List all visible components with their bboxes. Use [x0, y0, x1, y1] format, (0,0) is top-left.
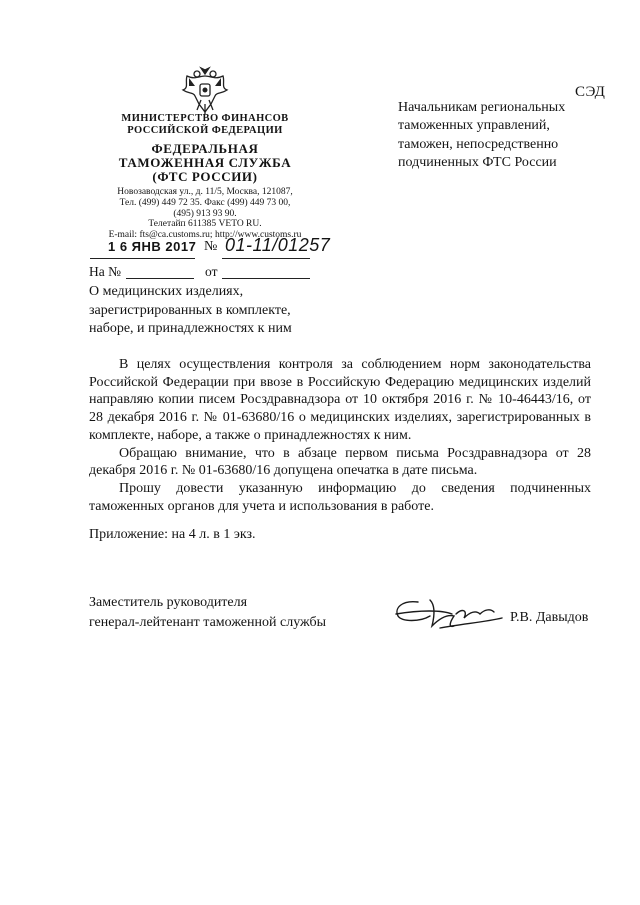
reply-number-label: На № [89, 264, 121, 279]
body-paragraph: В целях осуществления контроля за соблюдением норм законодательства Российской Федерации при ввозе в Российскую Федерацию медицинских изделий направляю копии писем Росздравнадзора от 10 октября 2016 г. № 10-46443/16, от 28 декабря 2016 г. № 01-63680/16 о медицинских изделиях, зарегистрированных в комплекте, наборе, а также о принадлежностях к ним. [89, 357, 591, 443]
signer-position-line: генерал-лейтенант таможенной службы [89, 615, 327, 630]
subject-line: наборе, и принадлежностях к ним [89, 321, 292, 336]
signer-position-line: Заместитель руководителя [89, 595, 248, 610]
reply-date-label: от [205, 264, 218, 279]
addressee-block [398, 99, 598, 172]
body-paragraph: Обращаю внимание, что в абзаце первом письма Росздравнадзора от 28 декабря 2016 г. № 01-63680/16 допущена опечатка в дате письма. [89, 445, 591, 479]
addressee-line: таможен, непосредственно [398, 136, 559, 152]
signer-name: Р.В. Давыдов [510, 610, 589, 625]
ministry-name [96, 113, 314, 137]
contact-line: Тел. (499) 449 72 35. Факс (499) 449 73 00, [119, 197, 291, 208]
subject-line: зарегистрированных в комплекте, [89, 302, 291, 318]
addressee-line: подчиненных ФТС России [398, 154, 557, 170]
ministry-line: РОССИЙСКОЙ ФЕДЕРАЦИИ [127, 125, 283, 136]
number-underline [222, 258, 310, 259]
date-underline [90, 258, 195, 259]
registration-number: 01-11/01257 [225, 235, 331, 255]
service-name [96, 142, 314, 184]
contact-line: (495) 913 93 90. [173, 208, 237, 219]
sed-mark: СЭД [575, 84, 606, 100]
contact-line: Телетайп 611385 VETO RU. [148, 219, 262, 230]
service-line: (ФТС РОССИИ) [152, 169, 258, 184]
body-paragraph: Прошу довести указанную информацию до сведения подчиненных таможенных органов для учета и использования в работе. [89, 480, 591, 514]
reply-date-field [222, 278, 310, 279]
number-label: № [204, 239, 218, 254]
coat-of-arms-icon [179, 64, 231, 116]
contact-line: Новозаводская ул., д. 11/5, Москва, 121087, [117, 187, 293, 197]
addressee-line: таможенных управлений, [398, 118, 550, 134]
letter-body [89, 356, 591, 515]
attachment-note: Приложение: на 4 л. в 1 экз. [89, 527, 256, 542]
signer-position [89, 593, 326, 633]
contact-line: E-mail: fts@ca.customs.ru; http://www.customs.ru [108, 230, 302, 241]
ministry-line: МИНИСТЕРСТВО ФИНАНСОВ [121, 113, 289, 124]
reply-number-field [126, 278, 194, 279]
handwritten-signature [390, 588, 510, 638]
subject-line: О медицинских изделиях, [89, 284, 244, 299]
registration-date: 1 6 ЯНВ 2017 [108, 239, 197, 254]
contact-block [96, 187, 314, 241]
service-line: ФЕДЕРАЛЬНАЯ [151, 141, 259, 156]
letter-subject [89, 283, 319, 339]
service-line: ТАМОЖЕННАЯ СЛУЖБА [118, 155, 292, 170]
addressee-line: Начальникам региональных [398, 100, 566, 115]
